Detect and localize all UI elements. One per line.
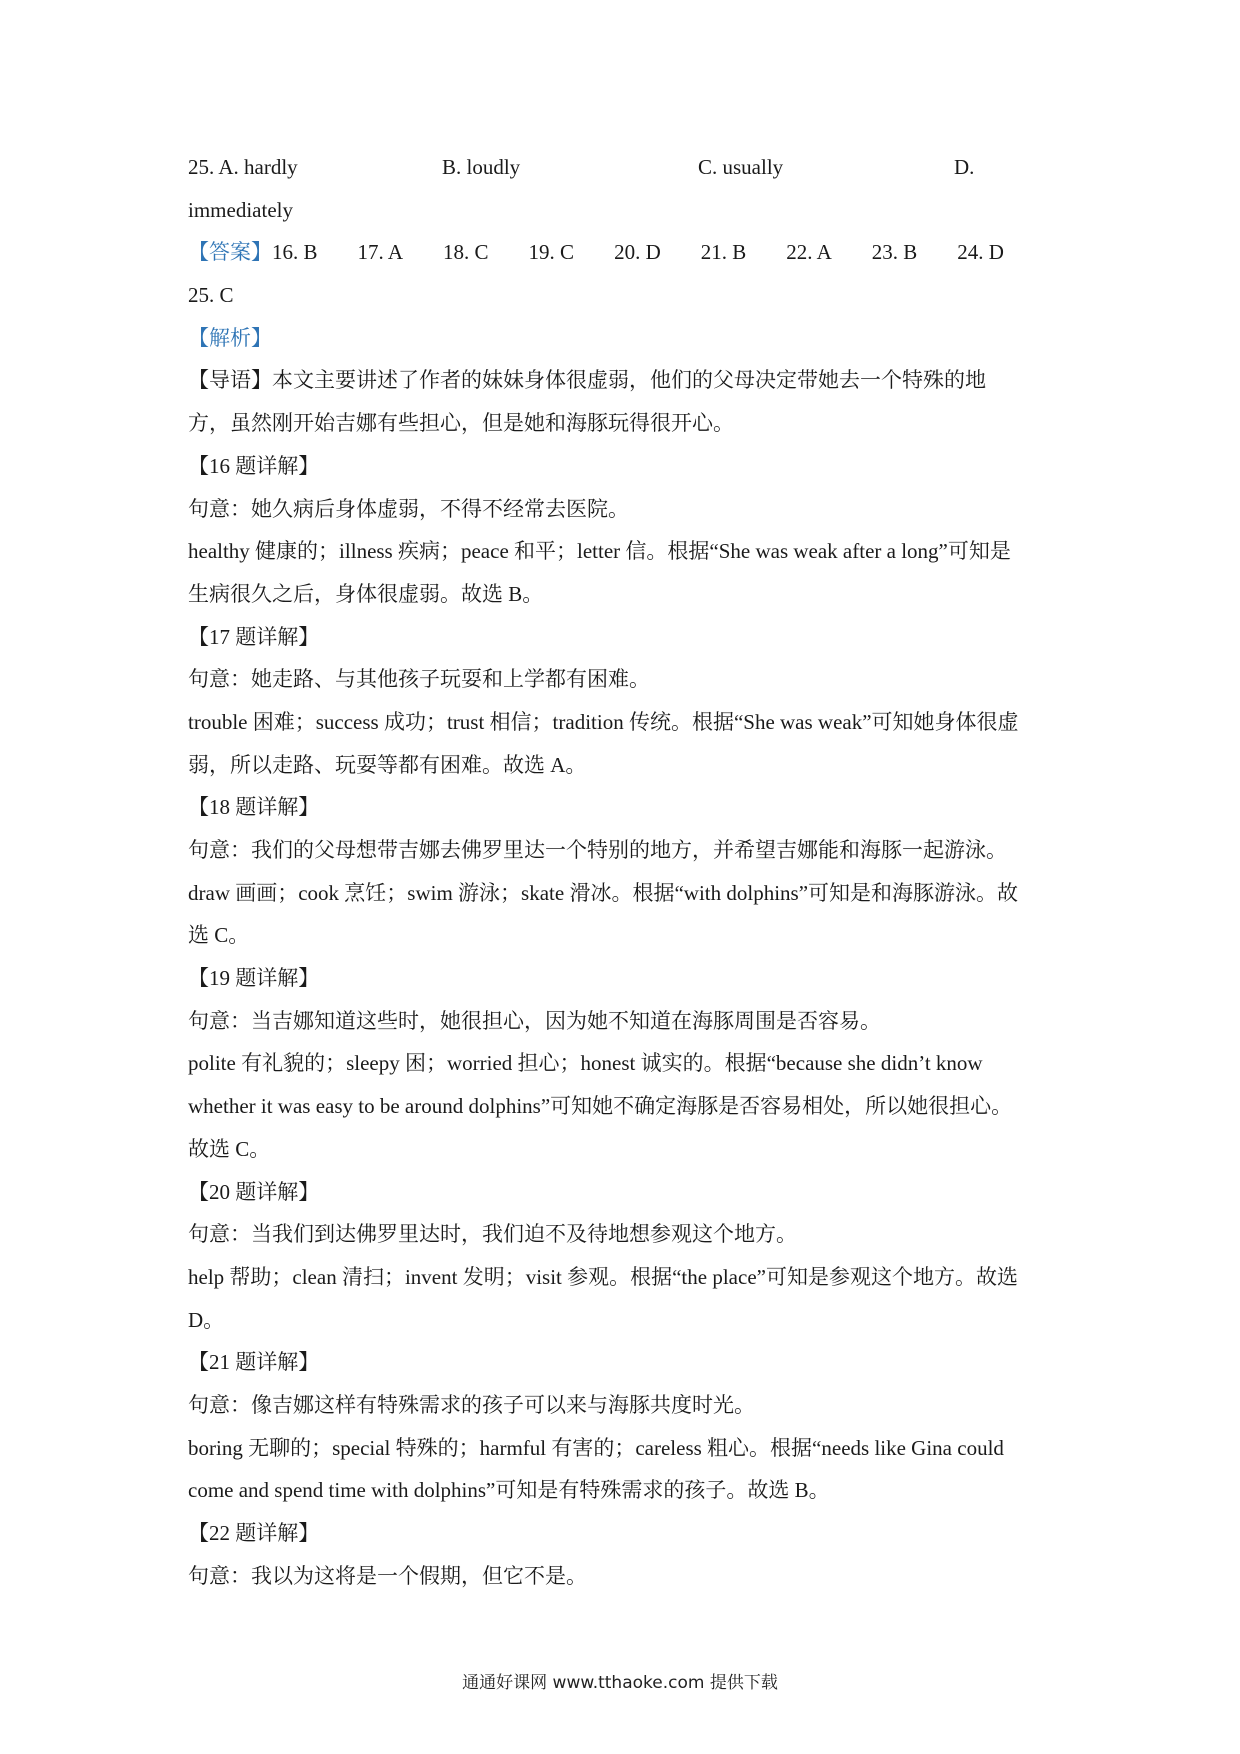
analysis-label: 【解析】 (188, 325, 272, 350)
q21-title: 【21 题详解】 (188, 1350, 320, 1375)
answer-item-last: 25. C (188, 283, 234, 308)
option-d-continued: immediately (188, 197, 293, 222)
q18-explanation: draw 画画；cook 烹饪；swim 游泳；skate 滑冰。根据“with dolphins”可知是和海豚游泳。故 (188, 880, 1019, 905)
q19-explanation: whether it was easy to be around dolphins”可知她不确定海豚是否容易相处，所以她很担心。 (188, 1094, 1013, 1119)
q16-title: 【16 题详解】 (188, 453, 320, 478)
option-b: B. loudly (442, 155, 521, 179)
q19-meaning: 句意：当吉娜知道这些时，她很担心，因为她不知道在海豚周围是否容易。 (188, 1008, 881, 1033)
option-a: 25. A. hardly (188, 155, 298, 179)
answer-item: 17. A (357, 240, 404, 265)
q16-explanation: healthy 健康的；illness 疾病；peace 和平；letter 信。根据“She was weak after a long”可知是 (188, 539, 1011, 564)
q19-explanation: polite 有礼貌的；sleepy 困；worried 担心；honest 诚实的。根据“because she didn’t know (188, 1051, 983, 1076)
intro-line: 【导语】本文主要讲述了作者的妹妹身体很虚弱，他们的父母决定带她去一个特殊的地 (188, 368, 986, 393)
q19-title: 【19 题详解】 (188, 966, 320, 991)
q20-explanation: help 帮助；clean 清扫；invent 发明；visit 参观。根据“the place”可知是参观这个地方。故选 (188, 1264, 1018, 1289)
page-footer: 通通好课网 www.tthaoke.com 提供下载 (462, 1673, 778, 1693)
answer-item: 24. D (957, 240, 1004, 265)
q17-title: 【17 题详解】 (188, 624, 320, 649)
answer-item: 18. C (443, 240, 489, 265)
q22-meaning: 句意：我以为这将是一个假期，但它不是。 (188, 1563, 587, 1588)
answer-row (188, 231, 1068, 274)
q18-explanation: 选 C。 (188, 923, 250, 948)
answer-item: 20. D (614, 240, 661, 265)
q25-options (188, 146, 1068, 189)
option-d: D. (954, 155, 975, 179)
answer-item: 21. B (700, 240, 747, 265)
intro-line: 方，虽然刚开始吉娜有些担心，但是她和海豚玩得很开心。 (188, 411, 734, 436)
answer-item: 16. B (272, 240, 318, 265)
q20-explanation: D。 (188, 1307, 225, 1332)
answer-item: 23. B (871, 240, 918, 265)
q17-meaning: 句意：她走路、与其他孩子玩耍和上学都有困难。 (188, 667, 650, 692)
q20-title: 【20 题详解】 (188, 1179, 320, 1204)
q21-meaning: 句意：像吉娜这样有特殊需求的孩子可以来与海豚共度时光。 (188, 1392, 755, 1417)
q21-explanation: come and spend time with dolphins”可知是有特殊需求的孩子。故选 B。 (188, 1478, 830, 1503)
q22-title: 【22 题详解】 (188, 1521, 320, 1545)
q19-explanation: 故选 C。 (188, 1136, 271, 1161)
q21-explanation: boring 无聊的；special 特殊的；harmful 有害的；careless 粗心。根据“needs like Gina could (188, 1435, 1004, 1460)
answer-item: 22. A (786, 240, 832, 265)
q17-explanation: 弱，所以走路、玩耍等都有困难。故选 A。 (188, 752, 587, 777)
option-c: C. usually (698, 155, 784, 179)
q16-meaning: 句意：她久病后身体虚弱，不得不经常去医院。 (188, 496, 629, 521)
q18-meaning: 句意：我们的父母想带吉娜去佛罗里达一个特别的地方，并希望吉娜能和海豚一起游泳。 (188, 838, 1007, 862)
answer-item: 19. C (528, 240, 575, 265)
q18-title: 【18 题详解】 (188, 795, 320, 820)
q17-explanation: trouble 困难；success 成功；trust 相信；tradition 传统。根据“She was weak”可知她身体很虚 (188, 709, 1019, 734)
q16-explanation: 生病很久之后，身体很虚弱。故选 B。 (188, 581, 544, 606)
q20-meaning: 句意：当我们到达佛罗里达时，我们迫不及待地想参观这个地方。 (188, 1222, 797, 1247)
page-content (188, 146, 1068, 1597)
answer-label: 【答案】 (188, 240, 272, 265)
